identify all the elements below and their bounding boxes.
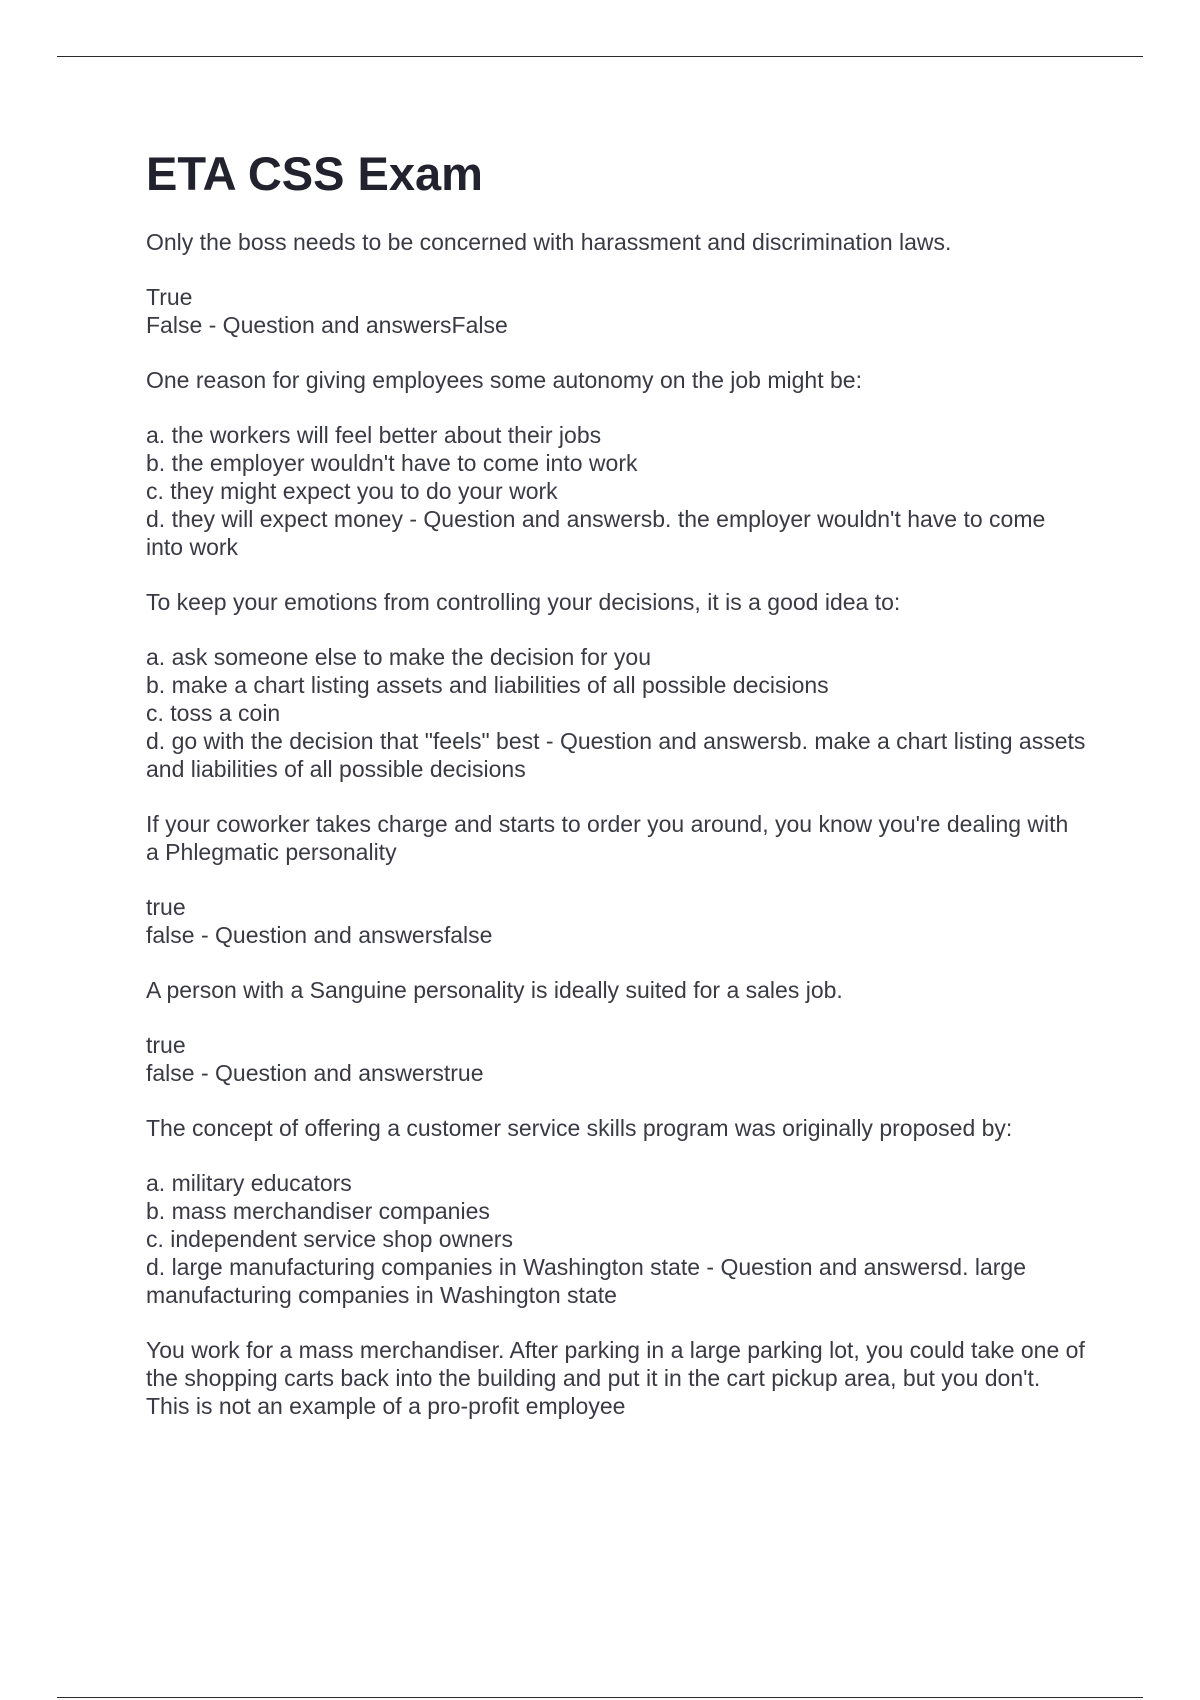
document-title: ETA CSS Exam — [146, 147, 483, 200]
answer-options-3: a. ask someone else to make the decision for you b. make a chart listing assets and liabilities of all possible decisions c. toss a coin d. go with the decision that "feels" best - Question and answersb. make a chart listing assets and liabilities of all possible decisions — [146, 644, 1086, 782]
bottom-rule — [57, 1697, 1143, 1698]
question-1: Only the boss needs to be concerned with harassment and discrimination laws. — [146, 229, 952, 255]
question-2: One reason for giving employees some autonomy on the job might be: — [146, 367, 862, 393]
question-6: The concept of offering a customer service skills program was originally proposed by: — [146, 1115, 1013, 1141]
question-4: If your coworker takes charge and starts to order you around, you know you're dealing with a Phlegmatic personality — [146, 811, 1069, 865]
answer-options-4: true false - Question and answersfalse — [146, 894, 493, 948]
answer-options-6: a. military educators b. mass merchandiser companies c. independent service shop owners d. large manufacturing companies in Washington state - Question and answersd. large manufacturing companies in Washington state — [146, 1170, 1027, 1308]
answer-options-1: True False - Question and answersFalse — [146, 284, 508, 338]
answer-options-2: a. the workers will feel better about their jobs b. the employer wouldn't have to come into work c. they might expect you to do your work d. they will expect money - Question and answersb. the employer wouldn't have to come into work — [146, 422, 1046, 560]
question-7: You work for a mass merchandiser. After parking in a large parking lot, you could take one of the shopping carts back into the building and put it in the cart pickup area, but you don't. This is not an example of a pro-profit employee — [146, 1337, 1085, 1419]
top-rule — [57, 56, 1143, 57]
question-3: To keep your emotions from controlling your decisions, it is a good idea to: — [146, 589, 901, 615]
question-5: A person with a Sanguine personality is ideally suited for a sales job. — [146, 977, 843, 1003]
answer-options-5: true false - Question and answerstrue — [146, 1032, 484, 1086]
document-body — [146, 145, 1086, 1447]
